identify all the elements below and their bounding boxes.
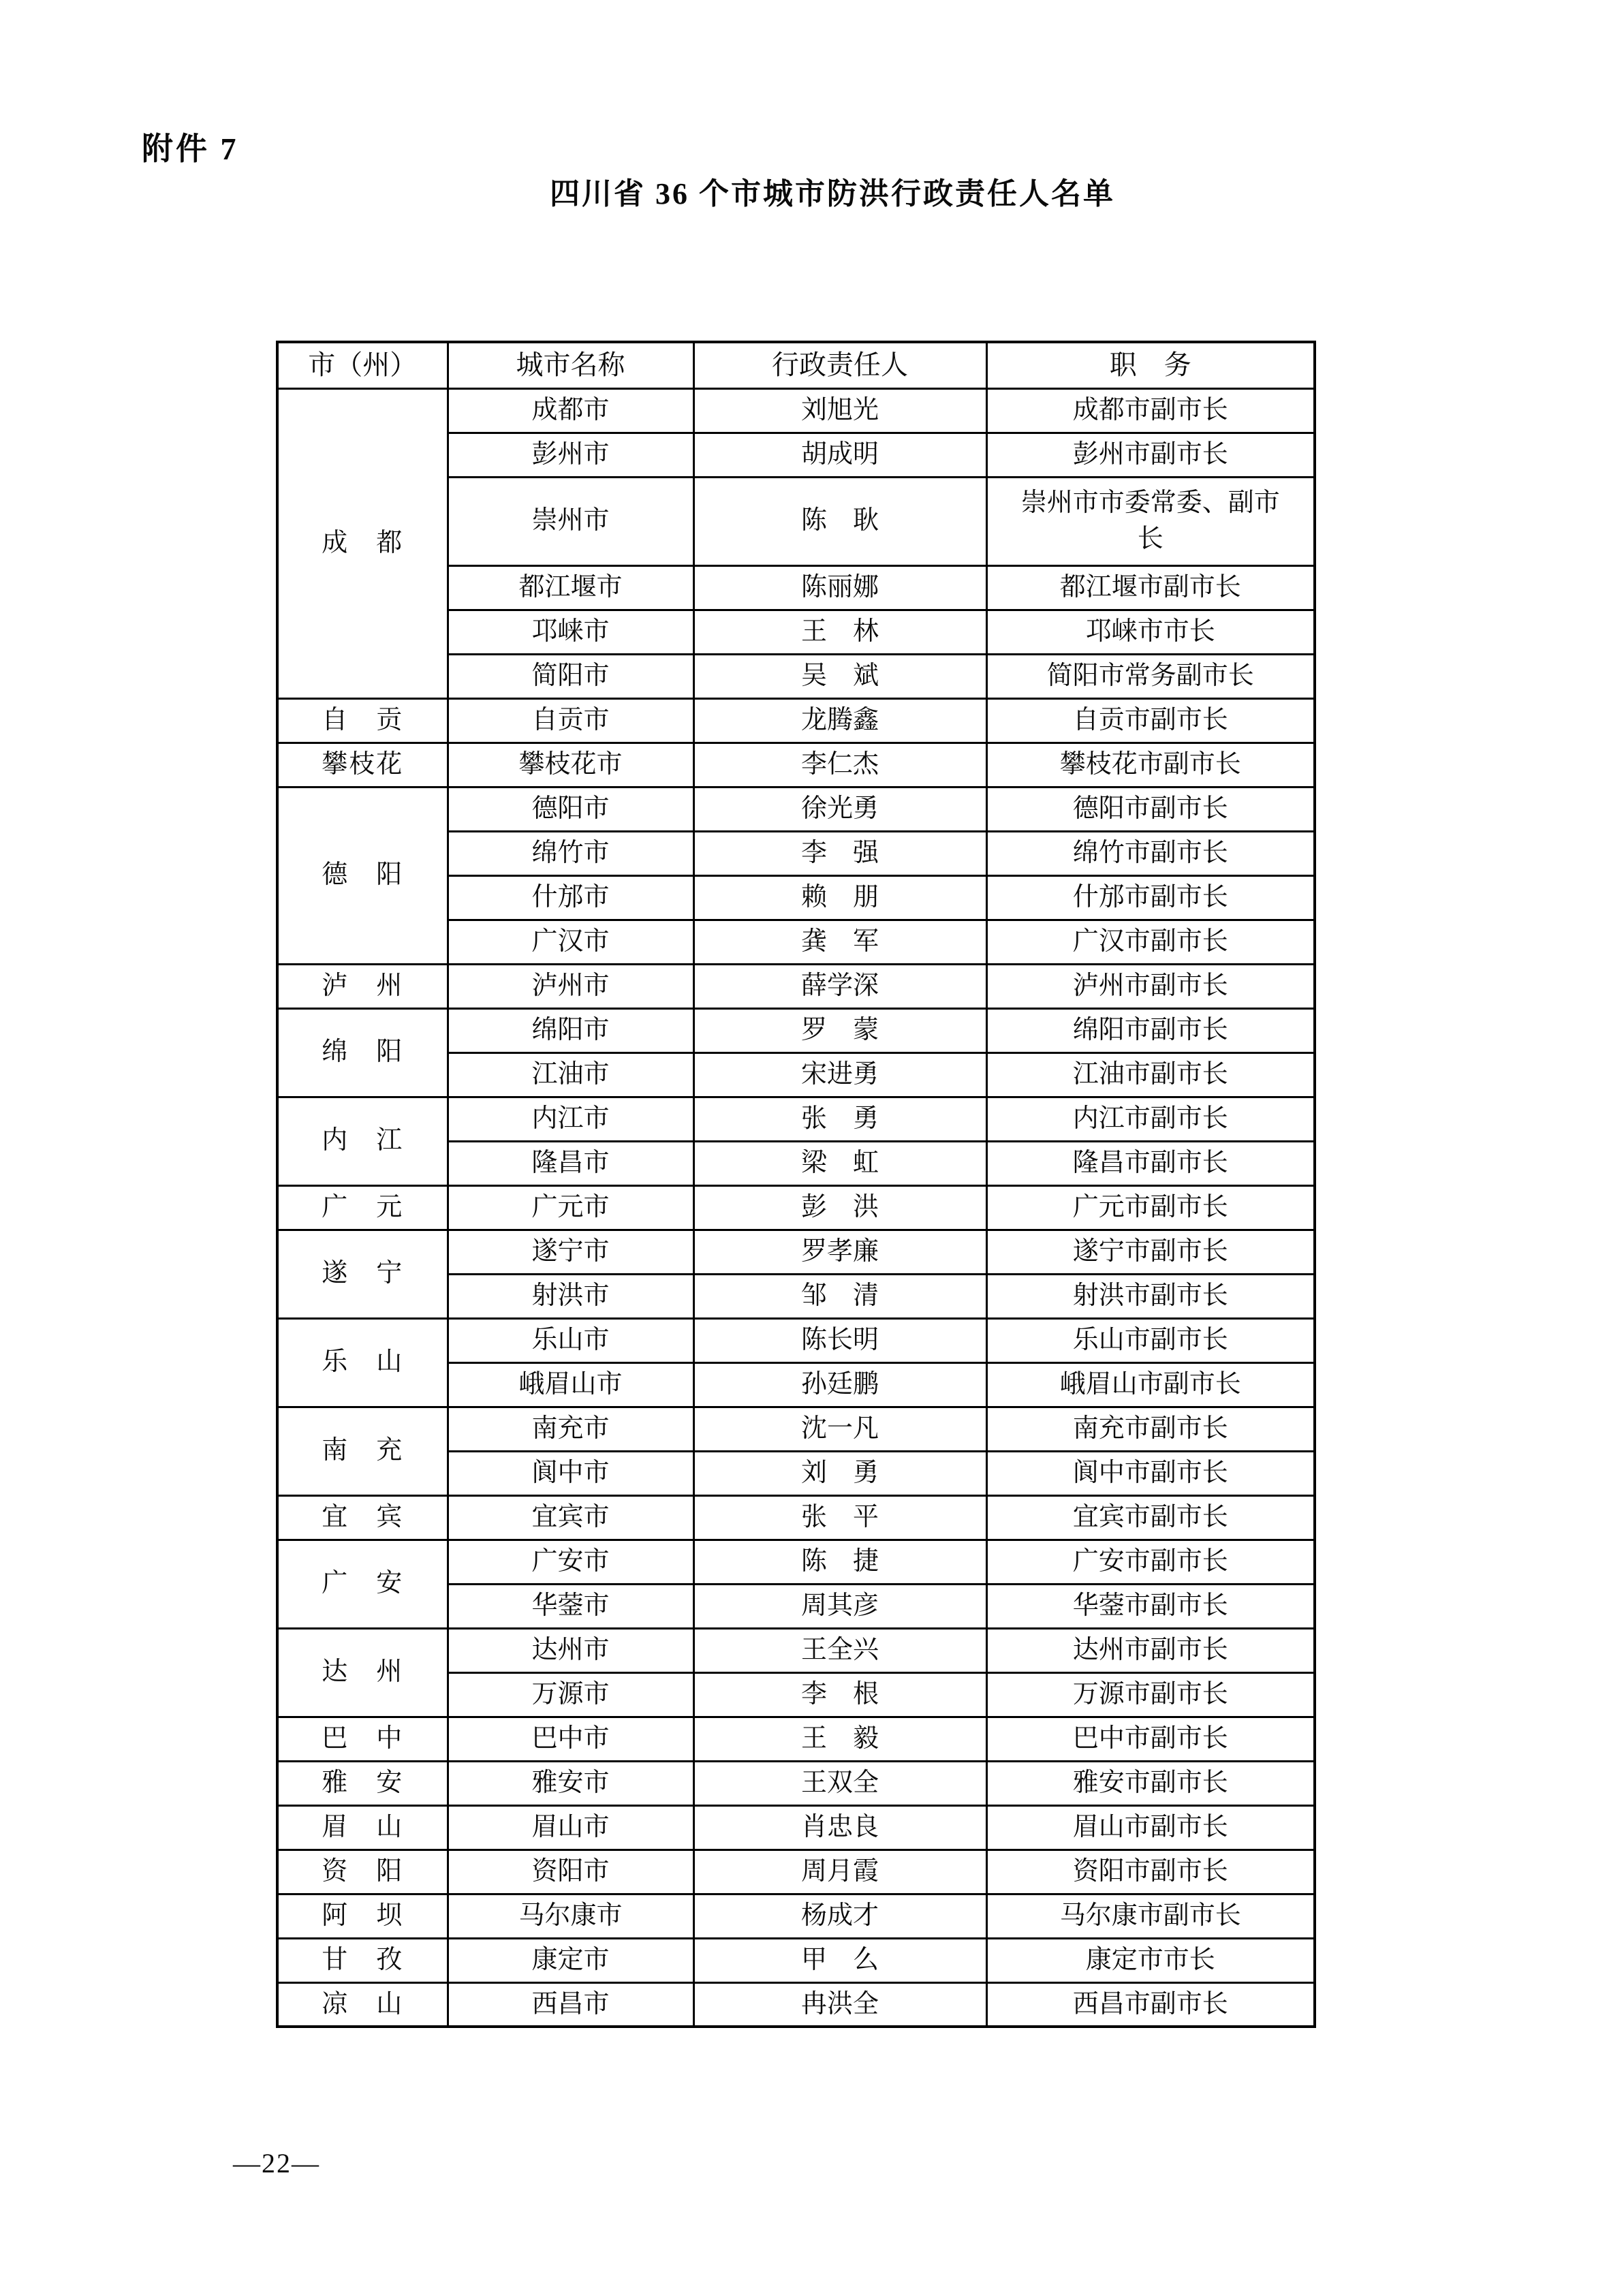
position-cell: 乐山市副市长: [986, 1318, 1315, 1362]
person-cell: 周其彦: [693, 1584, 986, 1628]
person-cell: 罗 蒙: [693, 1008, 986, 1052]
prefecture-cell: 南 充: [277, 1407, 448, 1495]
position-cell: 南充市副市长: [986, 1407, 1315, 1451]
city-cell: 自贡市: [448, 698, 693, 743]
city-cell: 简阳市: [448, 654, 693, 698]
position-cell: 江油市副市长: [986, 1052, 1315, 1097]
table-row: [277, 787, 1315, 831]
table-row: [277, 964, 1315, 1008]
person-cell: 陈 耿: [693, 477, 986, 565]
person-cell: 王 林: [693, 610, 986, 654]
city-cell: 隆昌市: [448, 1141, 693, 1185]
person-cell: 冉洪全: [693, 1982, 986, 2027]
position-cell: 崇州市市委常委、副市长: [986, 477, 1315, 565]
person-cell: 李 根: [693, 1672, 986, 1717]
prefecture-cell: 宜 宾: [277, 1495, 448, 1540]
prefecture-cell: 乐 山: [277, 1318, 448, 1407]
person-cell: 陈 捷: [693, 1540, 986, 1584]
person-cell: 孙廷鹏: [693, 1362, 986, 1407]
prefecture-cell: 资 阳: [277, 1850, 448, 1894]
position-cell: 宜宾市副市长: [986, 1495, 1315, 1540]
table-row: [277, 1761, 1315, 1805]
city-cell: 乐山市: [448, 1318, 693, 1362]
person-cell: 宋进勇: [693, 1052, 986, 1097]
city-cell: 西昌市: [448, 1982, 693, 2027]
city-cell: 康定市: [448, 1938, 693, 1982]
table-row: [277, 1495, 1315, 1540]
position-cell: 雅安市副市长: [986, 1761, 1315, 1805]
city-cell: 雅安市: [448, 1761, 693, 1805]
document-title: 四川省 36 个市城市防洪行政责任人名单: [550, 177, 1115, 210]
position-cell: 万源市副市长: [986, 1672, 1315, 1717]
prefecture-cell: 达 州: [277, 1628, 448, 1717]
table-row: [277, 1628, 1315, 1672]
person-cell: 刘旭光: [693, 388, 986, 433]
attachment-label: 附件 7: [142, 131, 239, 166]
city-cell: 达州市: [448, 1628, 693, 1672]
prefecture-cell: 遂 宁: [277, 1230, 448, 1318]
table-row: [277, 1230, 1315, 1274]
person-cell: 陈丽娜: [693, 565, 986, 610]
prefecture-cell: 成 都: [277, 388, 448, 698]
table-row: [277, 1318, 1315, 1362]
person-cell: 邹 清: [693, 1274, 986, 1318]
position-cell: 康定市市长: [986, 1938, 1315, 1982]
position-cell: 西昌市副市长: [986, 1982, 1315, 2027]
header-cell-city: 城市名称: [448, 342, 693, 388]
table-row: [277, 1982, 1315, 2027]
position-cell: 阆中市副市长: [986, 1451, 1315, 1495]
position-cell: 绵阳市副市长: [986, 1008, 1315, 1052]
position-cell: 攀枝花市副市长: [986, 743, 1315, 787]
city-cell: 巴中市: [448, 1717, 693, 1761]
city-cell: 绵阳市: [448, 1008, 693, 1052]
prefecture-cell: 甘 孜: [277, 1938, 448, 1982]
prefecture-cell: 绵 阳: [277, 1008, 448, 1097]
position-cell: 绵竹市副市长: [986, 831, 1315, 875]
position-cell: 邛崃市市长: [986, 610, 1315, 654]
table-row: [277, 743, 1315, 787]
city-cell: 宜宾市: [448, 1495, 693, 1540]
prefecture-cell: 自 贡: [277, 698, 448, 743]
position-cell: 自贡市副市长: [986, 698, 1315, 743]
table-row: [277, 1185, 1315, 1230]
person-cell: 沈一凡: [693, 1407, 986, 1451]
table-row: [277, 698, 1315, 743]
position-cell: 巴中市副市长: [986, 1717, 1315, 1761]
city-cell: 彭州市: [448, 433, 693, 477]
page-number: —22—: [233, 2148, 320, 2179]
city-cell: 广元市: [448, 1185, 693, 1230]
city-cell: 华蓥市: [448, 1584, 693, 1628]
position-cell: 都江堰市副市长: [986, 565, 1315, 610]
position-cell: 资阳市副市长: [986, 1850, 1315, 1894]
person-cell: 薛学深: [693, 964, 986, 1008]
city-cell: 广安市: [448, 1540, 693, 1584]
city-cell: 都江堰市: [448, 565, 693, 610]
person-cell: 周月霞: [693, 1850, 986, 1894]
table-row: [277, 1805, 1315, 1850]
position-cell: 简阳市常务副市长: [986, 654, 1315, 698]
city-cell: 南充市: [448, 1407, 693, 1451]
position-cell: 什邡市副市长: [986, 875, 1315, 920]
position-cell: 眉山市副市长: [986, 1805, 1315, 1850]
prefecture-cell: 泸 州: [277, 964, 448, 1008]
table-row: [277, 1894, 1315, 1938]
person-cell: 王 毅: [693, 1717, 986, 1761]
position-cell: 峨眉山市副市长: [986, 1362, 1315, 1407]
position-cell: 彭州市副市长: [986, 433, 1315, 477]
city-cell: 江油市: [448, 1052, 693, 1097]
city-cell: 阆中市: [448, 1451, 693, 1495]
table-row: [277, 388, 1315, 433]
person-cell: 肖忠良: [693, 1805, 986, 1850]
position-cell: 射洪市副市长: [986, 1274, 1315, 1318]
table-row: [277, 1008, 1315, 1052]
prefecture-cell: 广 元: [277, 1185, 448, 1230]
city-cell: 眉山市: [448, 1805, 693, 1850]
table-body: [277, 388, 1315, 2027]
position-cell: 隆昌市副市长: [986, 1141, 1315, 1185]
person-cell: 龚 军: [693, 920, 986, 964]
person-cell: 杨成才: [693, 1894, 986, 1938]
person-cell: 李 强: [693, 831, 986, 875]
table-row: [277, 1407, 1315, 1451]
prefecture-cell: 眉 山: [277, 1805, 448, 1850]
person-cell: 胡成明: [693, 433, 986, 477]
person-cell: 罗孝廉: [693, 1230, 986, 1274]
position-cell: 泸州市副市长: [986, 964, 1315, 1008]
person-cell: 赖 朋: [693, 875, 986, 920]
prefecture-cell: 内 江: [277, 1097, 448, 1185]
person-cell: 王双全: [693, 1761, 986, 1805]
prefecture-cell: 凉 山: [277, 1982, 448, 2027]
city-cell: 绵竹市: [448, 831, 693, 875]
responsibility-table: [276, 341, 1316, 2028]
table-header-row: [277, 342, 1315, 388]
prefecture-cell: 阿 坝: [277, 1894, 448, 1938]
city-cell: 资阳市: [448, 1850, 693, 1894]
position-cell: 广元市副市长: [986, 1185, 1315, 1230]
person-cell: 王全兴: [693, 1628, 986, 1672]
city-cell: 什邡市: [448, 875, 693, 920]
header-cell-position: 职 务: [986, 342, 1315, 388]
table-row: [277, 1717, 1315, 1761]
city-cell: 攀枝花市: [448, 743, 693, 787]
city-cell: 射洪市: [448, 1274, 693, 1318]
city-cell: 成都市: [448, 388, 693, 433]
table-row: [277, 1540, 1315, 1584]
prefecture-cell: 巴 中: [277, 1717, 448, 1761]
city-cell: 广汉市: [448, 920, 693, 964]
city-cell: 遂宁市: [448, 1230, 693, 1274]
prefecture-cell: 雅 安: [277, 1761, 448, 1805]
position-cell: 德阳市副市长: [986, 787, 1315, 831]
prefecture-cell: 广 安: [277, 1540, 448, 1628]
city-cell: 崇州市: [448, 477, 693, 565]
position-cell: 广汉市副市长: [986, 920, 1315, 964]
person-cell: 徐光勇: [693, 787, 986, 831]
city-cell: 邛崃市: [448, 610, 693, 654]
person-cell: 张 平: [693, 1495, 986, 1540]
position-cell: 华蓥市副市长: [986, 1584, 1315, 1628]
person-cell: 陈长明: [693, 1318, 986, 1362]
person-cell: 吴 斌: [693, 654, 986, 698]
position-cell: 达州市副市长: [986, 1628, 1315, 1672]
person-cell: 张 勇: [693, 1097, 986, 1141]
position-cell: 内江市副市长: [986, 1097, 1315, 1141]
position-cell: 成都市副市长: [986, 388, 1315, 433]
header-cell-person: 行政责任人: [693, 342, 986, 388]
person-cell: 龙腾鑫: [693, 698, 986, 743]
prefecture-cell: 攀枝花: [277, 743, 448, 787]
prefecture-cell: 德 阳: [277, 787, 448, 964]
city-cell: 德阳市: [448, 787, 693, 831]
position-cell: 遂宁市副市长: [986, 1230, 1315, 1274]
city-cell: 万源市: [448, 1672, 693, 1717]
person-cell: 李仁杰: [693, 743, 986, 787]
person-cell: 刘 勇: [693, 1451, 986, 1495]
city-cell: 内江市: [448, 1097, 693, 1141]
person-cell: 梁 虹: [693, 1141, 986, 1185]
person-cell: 甲 么: [693, 1938, 986, 1982]
person-cell: 彭 洪: [693, 1185, 986, 1230]
city-cell: 泸州市: [448, 964, 693, 1008]
table-row: [277, 1938, 1315, 1982]
header-cell-prefecture: 市（州）: [277, 342, 448, 388]
position-cell: 马尔康市副市长: [986, 1894, 1315, 1938]
position-cell: 广安市副市长: [986, 1540, 1315, 1584]
city-cell: 峨眉山市: [448, 1362, 693, 1407]
table-row: [277, 1850, 1315, 1894]
table-row: [277, 1097, 1315, 1141]
city-cell: 马尔康市: [448, 1894, 693, 1938]
